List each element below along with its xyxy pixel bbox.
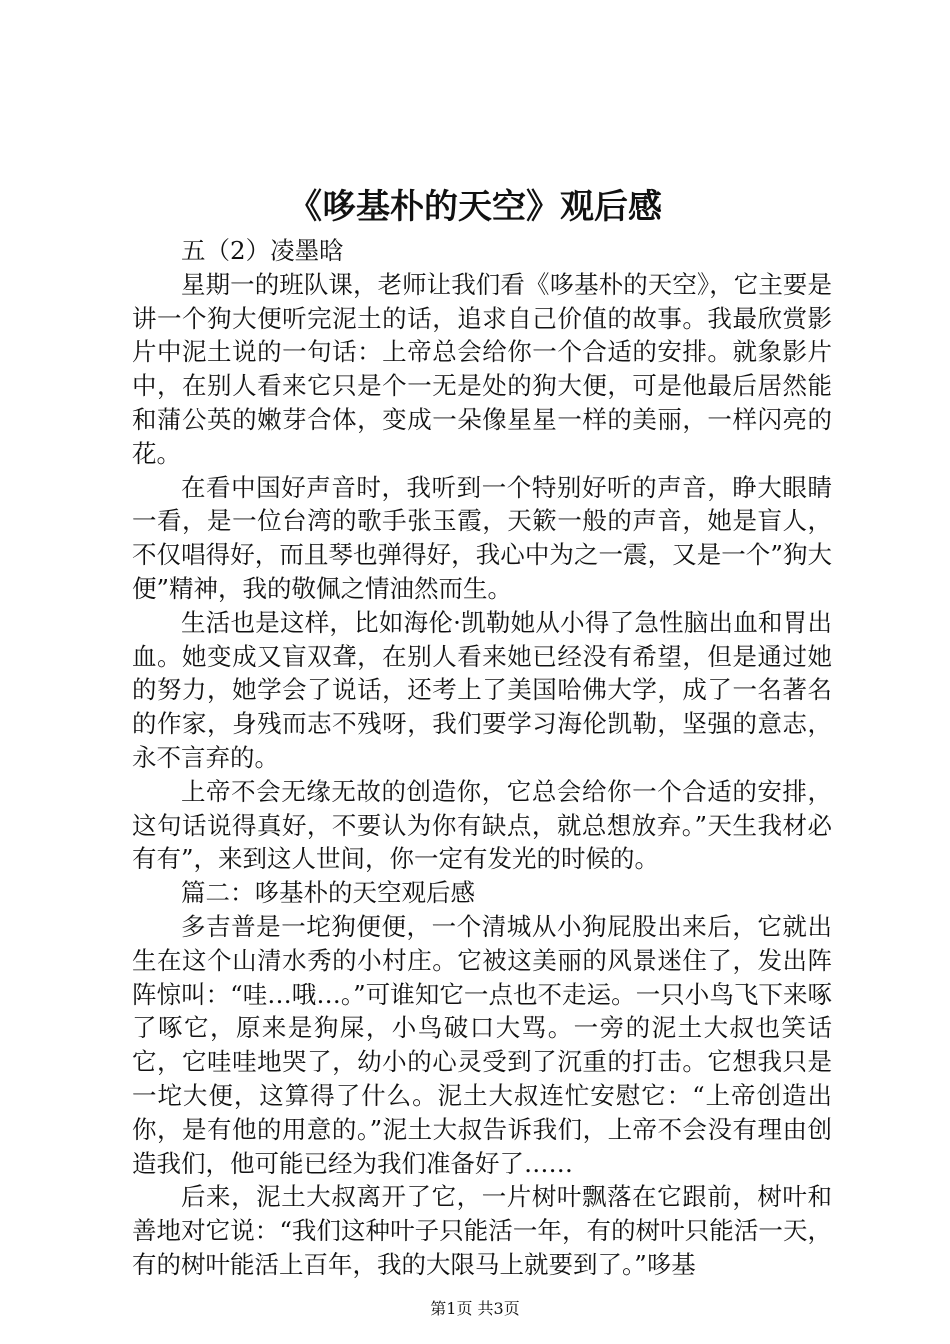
paragraph: 上帝不会无缘无故的创造你，它总会给你一个合适的安排，这句话说得真好，不要认为你有缺点，就总想放弃。”天生我材必有有”，来到这人世间，你一定有发光的时候的。 (132, 776, 832, 874)
paragraph: 后来，泥土大叔离开了它，一片树叶飘落在它跟前，树叶和善地对它说：“我们这种叶子只能活一年，有的树叶只能活一天，有的树叶能活上百年，我的大限马上就要到了。”哆基 (132, 1182, 832, 1279)
document-body (132, 234, 832, 1282)
paragraph: 在看中国好声音时，我听到一个特别好听的声音，睁大眼睛一看，是一位台湾的歌手张玉霞，天簌一般的声音，她是盲人，不仅唱得好，而且琴也弹得好，我心中为之一震，又是一个”狗大便”精神，我的敬佩之情油然而生。 (132, 472, 832, 603)
section-heading: 篇二：哆基朴的天空观后感 (181, 878, 475, 908)
paragraph: 多吉普是一坨狗便便，一个清城从小狗屁股出来后，它就出生在这个山清水秀的小村庄。它被这美丽的风景迷住了，发出阵阵惊叫：“哇…哦…。”可谁知它一点也不走运。一只小鸟飞下来啄了啄它，原来是狗屎，小鸟破口大骂。一旁的泥土大叔也笑话它，它哇哇地哭了，幼小的心灵受到了沉重的打击。它想我只是一坨大便，这算得了什么。泥土大叔连忙安慰它：“上帝创造出你，是有他的用意的。”泥土大叔告诉我们，上帝不会没有理由创造我们，他可能已经为我们准备好了…… (132, 911, 832, 1178)
document-title: 《哆基朴的天空》观后感 (288, 187, 662, 227)
author-line: 五（2）凌墨晗 (181, 236, 344, 265)
paragraph: 星期一的班队课，老师让我们看《哆基朴的天空》，它主要是讲一个狗大便听完泥土的话，追求自己价值的故事。我最欣赏影片中泥土说的一句话：上帝总会给你一个合适的安排。就象影片中，在别人看来它只是个一无是处的狗大便，可是他最后居然能和蒲公英的嫩芽合体，变成一朵像星星一样的美丽，一样闪亮的花。 (132, 269, 832, 468)
page-footer: 第1页 共3页 (430, 1299, 520, 1318)
paragraph: 生活也是这样，比如海伦·凯勒她从小得了急性脑出血和胃出血。她变成又盲双聋，在别人看来她已经没有希望，但是通过她的努力，她学会了说话，还考上了美国哈佛大学，成了一名著名的作家，身残而志不残呀，我们要学习海伦凯勒，坚强的意志，永不言弃的。 (132, 607, 832, 772)
